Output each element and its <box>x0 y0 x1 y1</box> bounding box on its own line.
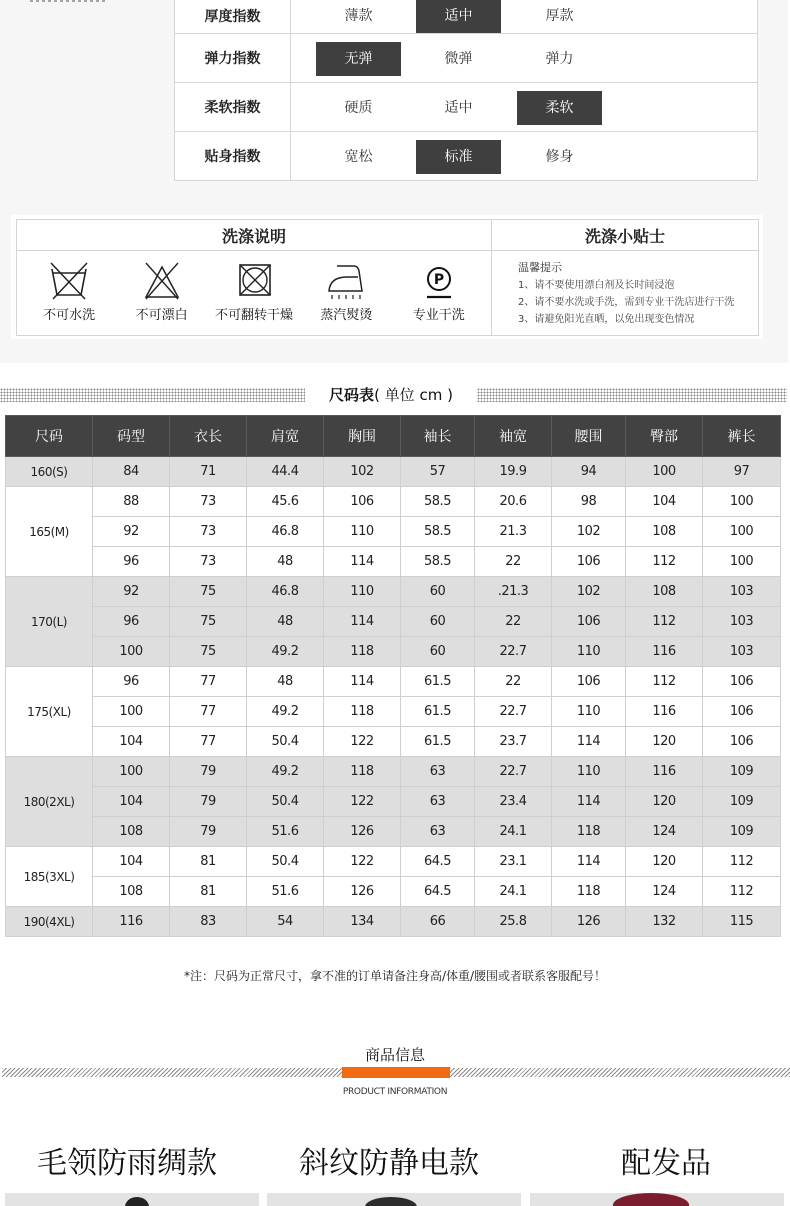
table-cell: 79 <box>170 757 247 787</box>
no-bleach-icon <box>140 261 184 301</box>
table-cell: 120 <box>626 847 703 877</box>
table-cell: 104 <box>626 487 703 517</box>
category-title: 配发品 <box>621 1146 711 1181</box>
table-cell: 100 <box>703 517 781 547</box>
fabric-index-options <box>291 132 758 181</box>
size-cell: 190(4XL) <box>6 907 93 937</box>
column-header: 尺码 <box>6 416 93 457</box>
table-cell: 112 <box>703 847 781 877</box>
wash-label: 蒸汽熨烫 <box>320 308 373 323</box>
table-cell: 51.6 <box>247 817 324 847</box>
size-note: *注：尺码为正常尺寸，拿不准的订单请备注身高/体重/腰围或者联系客服配号！ <box>183 969 607 983</box>
table-cell: 122 <box>324 847 401 877</box>
table-cell: 20.6 <box>475 487 552 517</box>
size-chart-table <box>5 415 781 937</box>
table-cell: 114 <box>324 547 401 577</box>
table-row <box>6 877 781 907</box>
table-cell: 126 <box>324 877 401 907</box>
table-cell: 103 <box>703 607 781 637</box>
table-cell: 79 <box>170 817 247 847</box>
table-cell: 124 <box>626 817 703 847</box>
table-row <box>6 637 781 667</box>
table-cell: 79 <box>170 787 247 817</box>
table-cell: 100 <box>703 487 781 517</box>
table-cell: 114 <box>324 667 401 697</box>
table-cell: 103 <box>703 637 781 667</box>
table-cell: 57 <box>401 457 475 487</box>
table-cell: 132 <box>626 907 703 937</box>
table-cell: 23.1 <box>475 847 552 877</box>
wash-item-dry-clean <box>395 261 483 323</box>
table-cell: 114 <box>552 727 626 757</box>
table-cell: 100 <box>703 547 781 577</box>
table-cell: 110 <box>552 697 626 727</box>
table-cell: 109 <box>703 817 781 847</box>
table-cell: 46.8 <box>247 577 324 607</box>
table-cell: 114 <box>552 847 626 877</box>
wash-item-no-bleach <box>118 261 206 323</box>
table-cell: 120 <box>626 727 703 757</box>
table-cell: 66 <box>401 907 475 937</box>
table-cell: 108 <box>93 877 170 907</box>
table-cell: 24.1 <box>475 877 552 907</box>
table-cell: 23.4 <box>475 787 552 817</box>
table-row <box>6 817 781 847</box>
table-cell: 100 <box>93 757 170 787</box>
table-cell: 114 <box>324 607 401 637</box>
fabric-index-label: 柔软指数 <box>175 83 291 132</box>
table-cell: 63 <box>401 817 475 847</box>
table-cell: 49.2 <box>247 637 324 667</box>
table-cell: 108 <box>626 517 703 547</box>
table-cell: 108 <box>626 577 703 607</box>
table-row <box>6 487 781 517</box>
table-cell: 92 <box>93 517 170 547</box>
table-cell: 122 <box>324 787 401 817</box>
column-header: 衣长 <box>170 416 247 457</box>
table-cell: 110 <box>324 577 401 607</box>
table-cell: 112 <box>626 547 703 577</box>
tips-heading: 温馨提示 <box>518 261 562 274</box>
wash-tips-title: 洗涤小贴士 <box>492 220 759 251</box>
product-image-antistatic[interactable] <box>267 1193 521 1206</box>
table-cell: 60 <box>401 607 475 637</box>
table-cell: 110 <box>324 517 401 547</box>
table-cell: 60 <box>401 637 475 667</box>
fabric-index-row <box>175 0 758 34</box>
fabric-index-option: 硬质 <box>344 100 373 116</box>
table-cell: 49.2 <box>247 697 324 727</box>
table-cell: 88 <box>93 487 170 517</box>
size-cell: 180(2XL) <box>6 757 93 847</box>
table-cell: 106 <box>324 487 401 517</box>
column-header: 袖宽 <box>475 416 552 457</box>
table-cell: 102 <box>552 517 626 547</box>
table-cell: 104 <box>93 727 170 757</box>
table-cell: 104 <box>93 787 170 817</box>
product-photo <box>365 1197 417 1206</box>
wash-icon-list <box>17 251 491 335</box>
table-cell: 106 <box>703 697 781 727</box>
table-row <box>6 607 781 637</box>
table-cell: 48 <box>247 607 324 637</box>
fabric-index-option: 适中 <box>416 0 501 33</box>
table-cell: 134 <box>324 907 401 937</box>
table-cell: 54 <box>247 907 324 937</box>
dry-clean-icon <box>417 261 461 301</box>
fabric-index-label: 厚度指数 <box>175 0 291 34</box>
wash-label: 不可水洗 <box>43 308 96 323</box>
size-chart-title <box>305 384 477 405</box>
table-cell: 120 <box>626 787 703 817</box>
table-cell: 63 <box>401 757 475 787</box>
table-cell: 73 <box>170 517 247 547</box>
table-cell: 103 <box>703 577 781 607</box>
table-cell: 24.1 <box>475 817 552 847</box>
table-cell: 22 <box>475 607 552 637</box>
table-cell: 73 <box>170 487 247 517</box>
fabric-index-option: 适中 <box>444 100 473 116</box>
fabric-index-option: 修身 <box>545 149 574 165</box>
table-cell: 104 <box>93 847 170 877</box>
table-cell: 106 <box>552 547 626 577</box>
product-info-subtitle: PRODUCT INFORMATION <box>342 1087 448 1097</box>
size-cell: 170(L) <box>6 577 93 667</box>
table-cell: 61.5 <box>401 697 475 727</box>
category-title: 斜纹防静电款 <box>299 1146 479 1181</box>
fabric-index-row <box>175 83 758 132</box>
table-cell: 60 <box>401 577 475 607</box>
fabric-index-option: 标准 <box>416 140 501 174</box>
fabric-index-label: 贴身指数 <box>175 132 291 181</box>
table-cell: .21.3 <box>475 577 552 607</box>
table-cell: 48 <box>247 667 324 697</box>
table-cell: 48 <box>247 547 324 577</box>
table-cell: 106 <box>552 667 626 697</box>
table-cell: 106 <box>703 727 781 757</box>
table-row <box>6 907 781 937</box>
size-cell: 185(3XL) <box>6 847 93 907</box>
table-cell: 102 <box>324 457 401 487</box>
fabric-index-option: 无弹 <box>316 42 401 76</box>
table-cell: 100 <box>93 637 170 667</box>
table-cell: 96 <box>93 667 170 697</box>
steam-iron-icon <box>321 261 371 301</box>
table-cell: 118 <box>324 697 401 727</box>
table-cell: 61.5 <box>401 667 475 697</box>
column-header: 码型 <box>93 416 170 457</box>
table-cell: 22 <box>475 667 552 697</box>
table-cell: 22.7 <box>475 757 552 787</box>
size-cell: 175(XL) <box>6 667 93 757</box>
wash-label: 不可漂白 <box>135 308 188 323</box>
table-cell: 58.5 <box>401 547 475 577</box>
table-cell: 116 <box>626 637 703 667</box>
table-row <box>6 457 781 487</box>
title-divider-right <box>477 388 787 402</box>
table-cell: 61.5 <box>401 727 475 757</box>
table-cell: 81 <box>170 877 247 907</box>
size-cell: 160(S) <box>6 457 93 487</box>
table-row <box>6 697 781 727</box>
table-cell: 84 <box>93 457 170 487</box>
fabric-index-options <box>291 0 758 34</box>
fabric-index-option: 柔软 <box>517 91 602 125</box>
fabric-index-option: 弹力 <box>545 51 574 67</box>
table-cell: 75 <box>170 577 247 607</box>
fabric-index-label: 弹力指数 <box>175 34 291 83</box>
tip-item: 3、请避免阳光直晒，以免出现变色情况 <box>518 314 695 325</box>
table-cell: 122 <box>324 727 401 757</box>
table-cell: 109 <box>703 787 781 817</box>
wash-label: 不可翻转干燥 <box>214 308 293 323</box>
table-cell: 126 <box>552 907 626 937</box>
wash-label: 专业干洗 <box>412 308 465 323</box>
table-cell: 109 <box>703 757 781 787</box>
table-cell: 97 <box>703 457 781 487</box>
column-header: 臀部 <box>626 416 703 457</box>
fabric-index-row <box>175 34 758 83</box>
column-header: 肩宽 <box>247 416 324 457</box>
fabric-index-row <box>175 132 758 181</box>
fabric-index-option: 微弹 <box>444 51 473 67</box>
table-cell: 116 <box>93 907 170 937</box>
table-cell: 44.4 <box>247 457 324 487</box>
table-cell: 19.9 <box>475 457 552 487</box>
product-photo <box>613 1193 689 1206</box>
product-image-raincoat[interactable] <box>5 1193 259 1206</box>
table-cell: 102 <box>552 577 626 607</box>
product-image-accessories[interactable] <box>530 1193 784 1206</box>
table-cell: 46.8 <box>247 517 324 547</box>
table-cell: 73 <box>170 547 247 577</box>
fabric-index-options <box>291 83 758 132</box>
fabric-index-option: 厚款 <box>545 8 574 24</box>
size-cell: 165(M) <box>6 487 93 577</box>
wash-item-steam-iron <box>302 261 390 323</box>
column-header: 裤长 <box>703 416 781 457</box>
fabric-index-option: 薄款 <box>344 8 373 24</box>
table-cell: 71 <box>170 457 247 487</box>
table-cell: 116 <box>626 697 703 727</box>
column-header: 胸围 <box>324 416 401 457</box>
wash-table <box>16 219 759 336</box>
table-cell: 118 <box>324 637 401 667</box>
table-cell: 81 <box>170 847 247 877</box>
table-cell: 118 <box>552 817 626 847</box>
table-cell: 106 <box>703 667 781 697</box>
fabric-index-table <box>174 0 758 181</box>
wash-card <box>11 215 763 339</box>
column-header: 腰围 <box>552 416 626 457</box>
no-tumble-dry-icon <box>232 261 276 301</box>
table-cell: 92 <box>93 577 170 607</box>
table-cell: 94 <box>552 457 626 487</box>
table-cell: 50.4 <box>247 847 324 877</box>
column-header: 袖长 <box>401 416 475 457</box>
fabric-details-section <box>0 0 788 363</box>
title-divider-left <box>0 388 305 402</box>
wash-instructions-title: 洗涤说明 <box>17 220 492 251</box>
table-cell: 106 <box>552 607 626 637</box>
table-cell: 118 <box>552 877 626 907</box>
table-cell: 51.6 <box>247 877 324 907</box>
table-cell: 83 <box>170 907 247 937</box>
table-cell: 49.2 <box>247 757 324 787</box>
table-row <box>6 577 781 607</box>
table-cell: 112 <box>626 607 703 637</box>
table-cell: 45.6 <box>247 487 324 517</box>
table-cell: 50.4 <box>247 787 324 817</box>
no-wash-icon <box>47 261 91 301</box>
table-cell: 118 <box>324 757 401 787</box>
table-row <box>6 547 781 577</box>
table-cell: 75 <box>170 607 247 637</box>
table-cell: 124 <box>626 877 703 907</box>
table-cell: 110 <box>552 757 626 787</box>
hatch-divider-right <box>450 1068 790 1077</box>
table-cell: 22 <box>475 547 552 577</box>
table-cell: 25.8 <box>475 907 552 937</box>
table-cell: 22.7 <box>475 637 552 667</box>
table-cell: 100 <box>626 457 703 487</box>
table-row <box>6 787 781 817</box>
table-cell: 63 <box>401 787 475 817</box>
table-cell: 64.5 <box>401 877 475 907</box>
size-chart-unit: ( 单位 cm ) <box>374 386 453 404</box>
table-cell: 64.5 <box>401 847 475 877</box>
product-info-title: 商品信息 <box>364 1046 425 1064</box>
category-title: 毛领防雨绸款 <box>37 1146 217 1181</box>
tip-item: 2、请不要水洗或手洗，需到专业干洗店进行干洗 <box>518 297 735 308</box>
table-row <box>6 727 781 757</box>
table-cell: 77 <box>170 667 247 697</box>
table-cell: 77 <box>170 727 247 757</box>
size-chart-title-main: 尺码表 <box>329 386 375 404</box>
table-row <box>6 517 781 547</box>
table-row <box>6 847 781 877</box>
table-cell: 114 <box>552 787 626 817</box>
tip-item: 1、请不要使用漂白剂及长时间浸泡 <box>518 280 675 291</box>
accent-bar <box>342 1067 450 1078</box>
table-cell: 96 <box>93 547 170 577</box>
wash-item-no-wash <box>25 261 113 323</box>
table-cell: 116 <box>626 757 703 787</box>
table-cell: 96 <box>93 607 170 637</box>
wash-item-no-tumble-dry <box>210 261 298 323</box>
table-cell: 23.7 <box>475 727 552 757</box>
table-cell: 75 <box>170 637 247 667</box>
wash-tips <box>492 251 758 328</box>
table-cell: 98 <box>552 487 626 517</box>
table-cell: 110 <box>552 637 626 667</box>
table-cell: 22.7 <box>475 697 552 727</box>
table-cell: 58.5 <box>401 487 475 517</box>
table-cell: 112 <box>703 877 781 907</box>
table-cell: 112 <box>626 667 703 697</box>
fabric-index-option: 宽松 <box>344 149 373 165</box>
table-row <box>6 667 781 697</box>
table-cell: 21.3 <box>475 517 552 547</box>
table-cell: 115 <box>703 907 781 937</box>
svg-text:P: P <box>433 272 444 288</box>
table-cell: 50.4 <box>247 727 324 757</box>
size-chart-header-row <box>6 416 781 457</box>
hatch-divider-left <box>2 1068 342 1077</box>
product-photo <box>125 1197 149 1206</box>
table-cell: 108 <box>93 817 170 847</box>
fabric-index-options <box>291 34 758 83</box>
table-cell: 77 <box>170 697 247 727</box>
table-cell: 126 <box>324 817 401 847</box>
table-cell: 58.5 <box>401 517 475 547</box>
cropped-label <box>30 0 105 2</box>
table-row <box>6 757 781 787</box>
table-cell: 100 <box>93 697 170 727</box>
